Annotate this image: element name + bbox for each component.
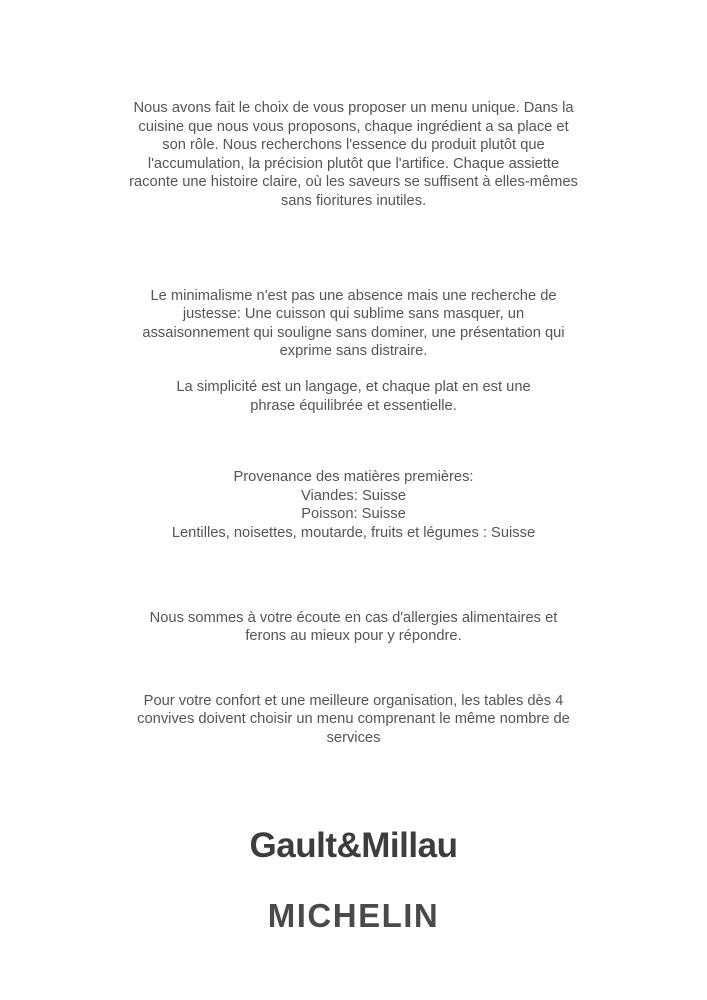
michelin-logo: MICHELIN	[267, 897, 440, 935]
intro-paragraph: Nous avons fait le choix de vous proposer un menu unique. Dans la cuisine que nous vous proposons, chaque ingrédient a sa place et son rôle. Nous recherchons l'essence du produit plutôt que l'accumulation, la précision plutôt que l'artifice. Chaque assiette raconte une histoire claire, où les saveurs se suffisent à elles-mêmes sans fioritures inutiles.	[129, 100, 578, 209]
allergies-paragraph: Nous sommes à votre écoute en cas d'allergies alimentaires et ferons au mieux pour y répondre.	[149, 609, 558, 645]
provenance-meat-line: Viandes: Suisse	[300, 487, 407, 504]
simplicity-paragraph: La simplicité est un langage, et chaque plat en est une phrase équilibrée et essentielle.	[176, 378, 531, 414]
tables-notice-paragraph: Pour votre confort et une meilleure organisation, les tables dès 4 convives doivent choisir un menu comprenant le même nombre de services	[137, 692, 570, 746]
provenance-fish-line: Poisson: Suisse	[301, 506, 406, 523]
provenance-title: Provenance des matières premières:	[233, 469, 474, 486]
provenance-produce-line: Lentilles, noisettes, moutarde, fruits et légumes : Suisse	[171, 524, 536, 541]
minimalism-paragraph: Le minimalisme n'est pas une absence mais une recherche de justesse: Une cuisson qui sublime sans masquer, un assaisonnement qui souligne sans dominer, une présentation qui exprime sans distraire.	[142, 287, 565, 360]
provenance-section	[0, 468, 707, 542]
gault-millau-logo: Gault&Millau	[249, 826, 458, 866]
